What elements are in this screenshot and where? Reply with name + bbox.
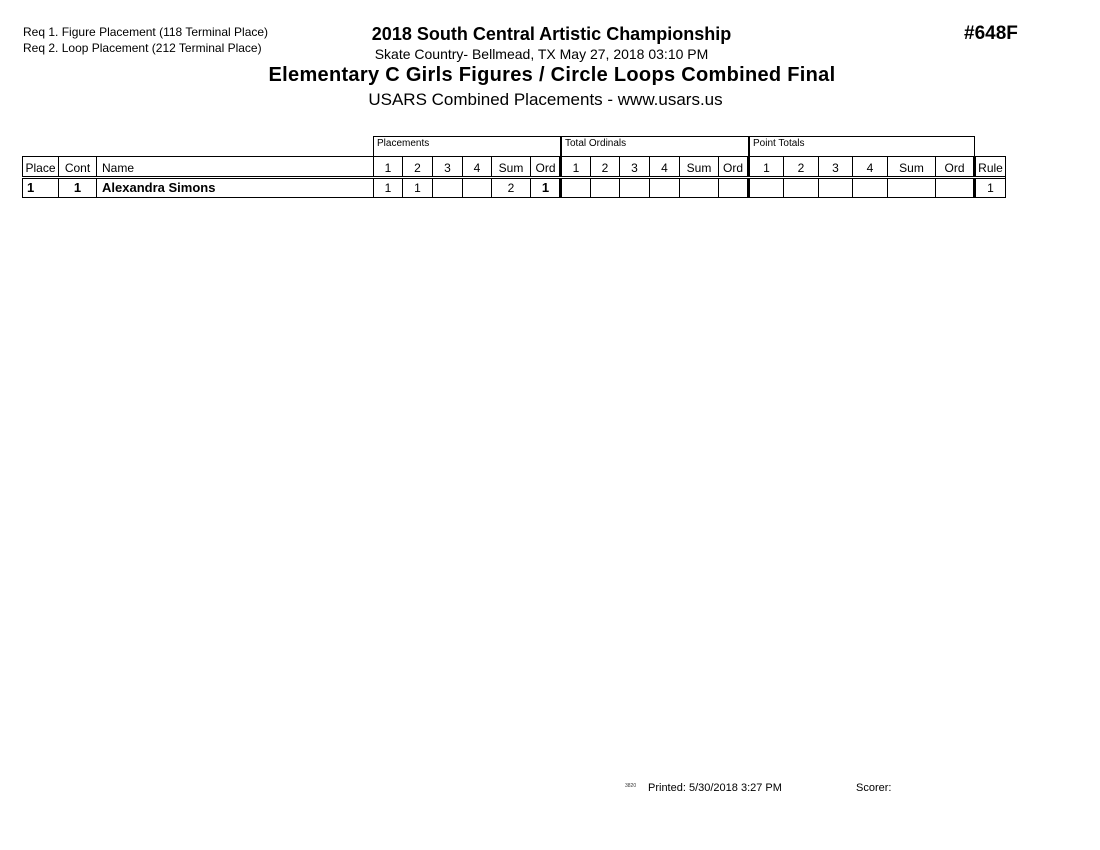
cell-name: Alexandra Simons xyxy=(96,179,373,198)
cell-place: 1 xyxy=(22,179,58,198)
col-plc-4: 4 xyxy=(462,156,491,176)
req-text: Loop Placement (212 Terminal Place) xyxy=(61,41,262,55)
cell-plc-sum: 2 xyxy=(491,179,530,198)
col-plc-1: 1 xyxy=(373,156,402,176)
col-plc-2: 2 xyxy=(402,156,432,176)
scorer-label: Scorer: xyxy=(856,782,892,794)
cell-plc-2: 1 xyxy=(402,179,432,198)
cell-pts-3 xyxy=(818,179,852,198)
cell-plc-3 xyxy=(432,179,462,198)
cell-pts-ord xyxy=(935,179,973,198)
venue-datetime: Skate Country- Bellmead, TX May 27, 2018 03:10 PM xyxy=(374,46,709,62)
cell-tord-4 xyxy=(649,179,679,198)
col-place: Place xyxy=(22,156,58,176)
col-pts-2: 2 xyxy=(783,156,818,176)
req-number: 1. xyxy=(48,25,59,39)
event-name: Elementary C Girls Figures / Circle Loops Combined Final xyxy=(268,64,836,86)
cell-plc-ord: 1 xyxy=(530,179,560,198)
cell-rule: 1 xyxy=(973,179,1005,198)
cell-tord-ord xyxy=(718,179,747,198)
table-right-border xyxy=(1005,156,1006,198)
cell-tord-1 xyxy=(559,179,590,198)
group-total-ordinals: Total Ordinals xyxy=(561,136,749,156)
col-plc-3: 3 xyxy=(432,156,462,176)
col-pts-sum: Sum xyxy=(887,156,935,176)
col-tord-4: 4 xyxy=(649,156,679,176)
col-pts-ord: Ord xyxy=(935,156,973,176)
col-tord-sum: Sum xyxy=(679,156,718,176)
req-text: Figure Placement (118 Terminal Place) xyxy=(61,25,269,39)
cell-tord-3 xyxy=(619,179,649,198)
cell-pts-sum xyxy=(887,179,935,198)
col-tord-3: 3 xyxy=(619,156,649,176)
group-point-totals: Point Totals xyxy=(749,136,975,156)
cell-pts-1 xyxy=(747,179,783,198)
req-number: 2. xyxy=(48,41,59,55)
cell-plc-4 xyxy=(462,179,491,198)
col-pts-1: 1 xyxy=(747,156,783,176)
col-tord-2: 2 xyxy=(590,156,619,176)
group-placements: Placements xyxy=(373,136,561,156)
cell-pts-2 xyxy=(783,179,818,198)
report-code: 3820 xyxy=(625,783,637,789)
col-tord-1: 1 xyxy=(559,156,590,176)
col-pts-4: 4 xyxy=(852,156,887,176)
col-plc-sum: Sum xyxy=(491,156,530,176)
printed-timestamp: Printed: 5/30/2018 3:27 PM xyxy=(648,782,782,794)
cell-pts-4 xyxy=(852,179,887,198)
event-number: #648F xyxy=(964,23,1018,44)
cell-plc-1: 1 xyxy=(373,179,402,198)
col-plc-ord: Ord xyxy=(530,156,560,176)
cell-cont: 1 xyxy=(58,179,96,198)
col-pts-3: 3 xyxy=(818,156,852,176)
req-label: Req xyxy=(23,41,46,55)
cell-tord-2 xyxy=(590,179,619,198)
header-divider-1 xyxy=(22,176,1006,177)
col-name: Name xyxy=(96,156,373,176)
cell-tord-sum xyxy=(679,179,718,198)
col-tord-ord: Ord xyxy=(718,156,747,176)
col-cont: Cont xyxy=(58,156,96,176)
competition-title: 2018 South Central Artistic Championship xyxy=(371,24,732,44)
association-line: USARS Combined Placements - www.usars.us xyxy=(368,90,723,109)
req-label: Req xyxy=(23,25,46,39)
col-rule: Rule xyxy=(973,156,1005,176)
